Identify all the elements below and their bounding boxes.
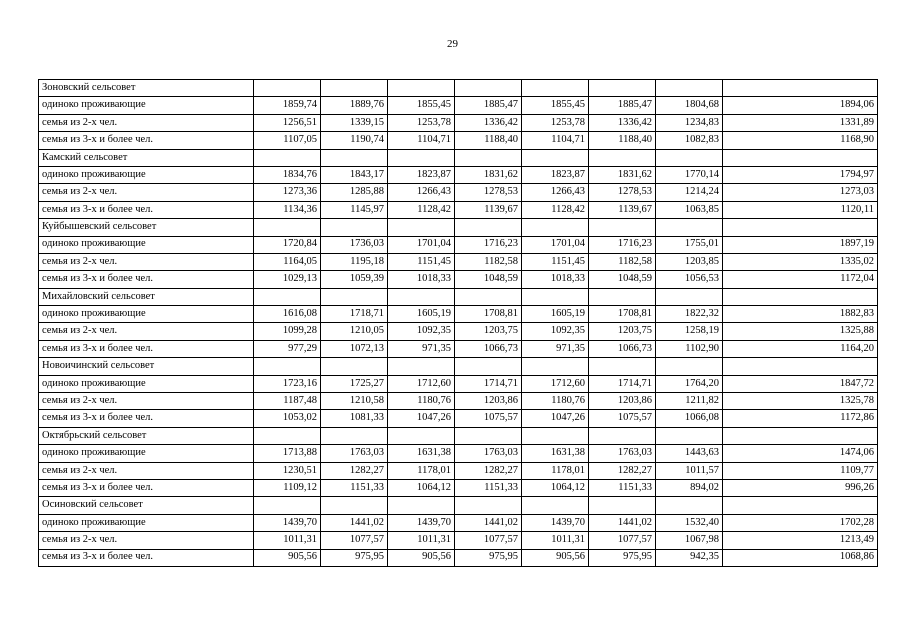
value-cell: 1075,57 [455, 410, 522, 427]
value-cell: 1253,78 [388, 114, 455, 131]
empty-cell [321, 497, 388, 514]
value-cell: 1253,78 [522, 114, 589, 131]
value-cell: 1064,12 [388, 479, 455, 496]
empty-cell [321, 427, 388, 444]
value-cell: 1047,26 [522, 410, 589, 427]
value-cell: 1134,36 [254, 201, 321, 218]
value-cell: 1755,01 [656, 236, 723, 253]
value-cell: 1339,15 [321, 114, 388, 131]
value-cell: 1048,59 [589, 271, 656, 288]
empty-cell [656, 427, 723, 444]
empty-cell [723, 497, 878, 514]
row-label: семья из 2-х чел. [39, 184, 254, 201]
value-cell: 1178,01 [388, 462, 455, 479]
value-cell: 1631,38 [388, 445, 455, 462]
value-cell: 1203,75 [455, 323, 522, 340]
value-cell: 1763,03 [589, 445, 656, 462]
row-label: семья из 3-х и более чел. [39, 410, 254, 427]
table-row [39, 375, 878, 392]
value-cell: 1151,45 [388, 253, 455, 270]
empty-cell [455, 219, 522, 236]
value-cell: 1831,62 [589, 166, 656, 183]
value-cell: 975,95 [321, 549, 388, 566]
empty-cell [656, 358, 723, 375]
value-cell: 1092,35 [388, 323, 455, 340]
row-label: семья из 2-х чел. [39, 114, 254, 131]
section-name: Михайловский сельсовет [39, 288, 254, 305]
value-cell: 1770,14 [656, 166, 723, 183]
value-cell: 1048,59 [455, 271, 522, 288]
empty-cell [455, 427, 522, 444]
value-cell: 1011,57 [656, 462, 723, 479]
table-row [39, 479, 878, 496]
empty-cell [254, 80, 321, 97]
value-cell: 1145,97 [321, 201, 388, 218]
table-row [39, 514, 878, 531]
value-cell: 1077,57 [321, 532, 388, 549]
value-cell: 1151,45 [522, 253, 589, 270]
value-cell: 905,56 [254, 549, 321, 566]
value-cell: 1847,72 [723, 375, 878, 392]
row-label: семья из 3-х и более чел. [39, 201, 254, 218]
value-cell: 1066,73 [455, 340, 522, 357]
empty-cell [522, 358, 589, 375]
empty-cell [254, 149, 321, 166]
table-row [39, 445, 878, 462]
value-cell: 1172,04 [723, 271, 878, 288]
value-cell: 1214,24 [656, 184, 723, 201]
value-cell: 1075,57 [589, 410, 656, 427]
table-row [39, 132, 878, 149]
row-label: семья из 3-х и более чел. [39, 132, 254, 149]
value-cell: 1714,71 [455, 375, 522, 392]
value-cell: 1203,85 [656, 253, 723, 270]
value-cell: 1859,74 [254, 97, 321, 114]
value-cell: 1532,40 [656, 514, 723, 531]
value-cell: 1203,75 [589, 323, 656, 340]
value-cell: 1011,31 [522, 532, 589, 549]
value-cell: 1029,13 [254, 271, 321, 288]
empty-cell [589, 427, 656, 444]
empty-cell [321, 149, 388, 166]
empty-cell [522, 80, 589, 97]
value-cell: 1109,77 [723, 462, 878, 479]
value-cell: 1834,76 [254, 166, 321, 183]
row-label: семья из 2-х чел. [39, 532, 254, 549]
value-cell: 1794,97 [723, 166, 878, 183]
value-cell: 1701,04 [522, 236, 589, 253]
value-cell: 1882,83 [723, 306, 878, 323]
row-label: одиноко проживающие [39, 166, 254, 183]
value-cell: 1210,05 [321, 323, 388, 340]
value-cell: 1139,67 [455, 201, 522, 218]
value-cell: 1190,74 [321, 132, 388, 149]
value-cell: 1128,42 [522, 201, 589, 218]
value-cell: 996,26 [723, 479, 878, 496]
value-cell: 1897,19 [723, 236, 878, 253]
value-cell: 1716,23 [455, 236, 522, 253]
value-cell: 1764,20 [656, 375, 723, 392]
value-cell: 1441,02 [321, 514, 388, 531]
value-cell: 1702,28 [723, 514, 878, 531]
value-cell: 1616,08 [254, 306, 321, 323]
value-cell: 1203,86 [589, 393, 656, 410]
empty-cell [455, 80, 522, 97]
row-label: семья из 2-х чел. [39, 462, 254, 479]
value-cell: 1831,62 [455, 166, 522, 183]
value-cell: 1336,42 [455, 114, 522, 131]
value-cell: 1889,76 [321, 97, 388, 114]
empty-cell [589, 80, 656, 97]
value-cell: 1188,40 [455, 132, 522, 149]
empty-cell [522, 288, 589, 305]
data-table [38, 79, 878, 567]
table-row [39, 462, 878, 479]
table-row [39, 271, 878, 288]
empty-cell [522, 427, 589, 444]
empty-cell [455, 149, 522, 166]
value-cell: 1714,71 [589, 375, 656, 392]
table-row [39, 166, 878, 183]
empty-cell [522, 219, 589, 236]
table-row [39, 549, 878, 566]
value-cell: 1855,45 [388, 97, 455, 114]
value-cell: 971,35 [388, 340, 455, 357]
value-cell: 1716,23 [589, 236, 656, 253]
empty-cell [321, 80, 388, 97]
value-cell: 1120,11 [723, 201, 878, 218]
empty-cell [321, 219, 388, 236]
value-cell: 1273,36 [254, 184, 321, 201]
empty-cell [321, 358, 388, 375]
empty-cell [388, 288, 455, 305]
empty-cell [723, 358, 878, 375]
value-cell: 1723,16 [254, 375, 321, 392]
value-cell: 1282,27 [321, 462, 388, 479]
value-cell: 1712,60 [388, 375, 455, 392]
value-cell: 1725,27 [321, 375, 388, 392]
value-cell: 1077,57 [589, 532, 656, 549]
empty-cell [388, 149, 455, 166]
value-cell: 1182,58 [589, 253, 656, 270]
value-cell: 1213,49 [723, 532, 878, 549]
section-header-row [39, 288, 878, 305]
value-cell: 1104,71 [388, 132, 455, 149]
value-cell: 1064,12 [522, 479, 589, 496]
value-cell: 1631,38 [522, 445, 589, 462]
value-cell: 1151,33 [321, 479, 388, 496]
row-label: семья из 3-х и более чел. [39, 271, 254, 288]
row-label: семья из 3-х и более чел. [39, 479, 254, 496]
row-label: семья из 2-х чел. [39, 393, 254, 410]
empty-cell [723, 427, 878, 444]
value-cell: 1822,32 [656, 306, 723, 323]
table-body [39, 80, 878, 567]
value-cell: 1701,04 [388, 236, 455, 253]
value-cell: 1441,02 [589, 514, 656, 531]
empty-cell [656, 219, 723, 236]
value-cell: 1109,12 [254, 479, 321, 496]
value-cell: 1182,58 [455, 253, 522, 270]
empty-cell [254, 497, 321, 514]
value-cell: 1474,06 [723, 445, 878, 462]
value-cell: 1763,03 [455, 445, 522, 462]
empty-cell [589, 358, 656, 375]
empty-cell [388, 80, 455, 97]
value-cell: 1056,53 [656, 271, 723, 288]
value-cell: 1066,73 [589, 340, 656, 357]
value-cell: 1187,48 [254, 393, 321, 410]
value-cell: 1605,19 [388, 306, 455, 323]
value-cell: 1188,40 [589, 132, 656, 149]
table-row [39, 410, 878, 427]
empty-cell [723, 80, 878, 97]
value-cell: 975,95 [455, 549, 522, 566]
value-cell: 1053,02 [254, 410, 321, 427]
value-cell: 942,35 [656, 549, 723, 566]
value-cell: 1104,71 [522, 132, 589, 149]
section-name: Октябрьский сельсовет [39, 427, 254, 444]
value-cell: 1178,01 [522, 462, 589, 479]
value-cell: 1092,35 [522, 323, 589, 340]
value-cell: 975,95 [589, 549, 656, 566]
section-name: Куйбышевский сельсовет [39, 219, 254, 236]
value-cell: 1763,03 [321, 445, 388, 462]
empty-cell [455, 288, 522, 305]
empty-cell [522, 149, 589, 166]
table-row [39, 184, 878, 201]
value-cell: 1180,76 [522, 393, 589, 410]
empty-cell [254, 358, 321, 375]
row-label: одиноко проживающие [39, 375, 254, 392]
empty-cell [522, 497, 589, 514]
empty-cell [388, 219, 455, 236]
value-cell: 1843,17 [321, 166, 388, 183]
empty-cell [723, 149, 878, 166]
value-cell: 1068,86 [723, 549, 878, 566]
row-label: семья из 2-х чел. [39, 253, 254, 270]
empty-cell [723, 288, 878, 305]
value-cell: 1164,20 [723, 340, 878, 357]
value-cell: 1273,03 [723, 184, 878, 201]
page-number: 29 [447, 38, 458, 50]
value-cell: 1211,82 [656, 393, 723, 410]
value-cell: 1441,02 [455, 514, 522, 531]
value-cell: 1164,05 [254, 253, 321, 270]
empty-cell [388, 358, 455, 375]
row-label: одиноко проживающие [39, 306, 254, 323]
table-row [39, 393, 878, 410]
empty-cell [388, 427, 455, 444]
value-cell: 1172,86 [723, 410, 878, 427]
value-cell: 1823,87 [522, 166, 589, 183]
table-row [39, 306, 878, 323]
value-cell: 894,02 [656, 479, 723, 496]
value-cell: 1256,51 [254, 114, 321, 131]
value-cell: 1081,33 [321, 410, 388, 427]
table-row [39, 201, 878, 218]
empty-cell [656, 80, 723, 97]
value-cell: 1855,45 [522, 97, 589, 114]
empty-cell [656, 497, 723, 514]
value-cell: 1713,88 [254, 445, 321, 462]
value-cell: 1072,13 [321, 340, 388, 357]
value-cell: 1151,33 [455, 479, 522, 496]
empty-cell [589, 288, 656, 305]
row-label: семья из 2-х чел. [39, 323, 254, 340]
value-cell: 1266,43 [522, 184, 589, 201]
value-cell: 1059,39 [321, 271, 388, 288]
empty-cell [455, 497, 522, 514]
value-cell: 1325,88 [723, 323, 878, 340]
value-cell: 977,29 [254, 340, 321, 357]
value-cell: 1439,70 [522, 514, 589, 531]
value-cell: 1285,88 [321, 184, 388, 201]
value-cell: 1708,81 [455, 306, 522, 323]
row-label: одиноко проживающие [39, 445, 254, 462]
value-cell: 1331,89 [723, 114, 878, 131]
value-cell: 1066,08 [656, 410, 723, 427]
value-cell: 1823,87 [388, 166, 455, 183]
value-cell: 1266,43 [388, 184, 455, 201]
row-label: семья из 3-х и более чел. [39, 549, 254, 566]
section-name: Новоичинский сельсовет [39, 358, 254, 375]
value-cell: 1439,70 [388, 514, 455, 531]
value-cell: 1180,76 [388, 393, 455, 410]
table-row [39, 323, 878, 340]
value-cell: 1063,85 [656, 201, 723, 218]
value-cell: 1011,31 [388, 532, 455, 549]
value-cell: 1018,33 [522, 271, 589, 288]
value-cell: 1335,02 [723, 253, 878, 270]
table-row [39, 114, 878, 131]
value-cell: 1234,83 [656, 114, 723, 131]
section-header-row [39, 497, 878, 514]
table-row [39, 97, 878, 114]
value-cell: 1282,27 [589, 462, 656, 479]
value-cell: 1439,70 [254, 514, 321, 531]
row-label: одиноко проживающие [39, 514, 254, 531]
value-cell: 1336,42 [589, 114, 656, 131]
value-cell: 971,35 [522, 340, 589, 357]
value-cell: 1230,51 [254, 462, 321, 479]
value-cell: 1168,90 [723, 132, 878, 149]
value-cell: 1139,67 [589, 201, 656, 218]
value-cell: 1151,33 [589, 479, 656, 496]
empty-cell [656, 288, 723, 305]
empty-cell [455, 358, 522, 375]
section-header-row [39, 358, 878, 375]
row-label: семья из 3-х и более чел. [39, 340, 254, 357]
empty-cell [589, 497, 656, 514]
empty-cell [589, 149, 656, 166]
value-cell: 905,56 [522, 549, 589, 566]
value-cell: 1804,68 [656, 97, 723, 114]
table-row [39, 236, 878, 253]
section-header-row [39, 219, 878, 236]
value-cell: 1099,28 [254, 323, 321, 340]
value-cell: 1018,33 [388, 271, 455, 288]
empty-cell [254, 288, 321, 305]
value-cell: 1282,27 [455, 462, 522, 479]
table-row [39, 532, 878, 549]
row-label: одиноко проживающие [39, 97, 254, 114]
value-cell: 1128,42 [388, 201, 455, 218]
row-label: одиноко проживающие [39, 236, 254, 253]
empty-cell [321, 288, 388, 305]
section-name: Камский сельсовет [39, 149, 254, 166]
value-cell: 1047,26 [388, 410, 455, 427]
table-row [39, 253, 878, 270]
value-cell: 1278,53 [589, 184, 656, 201]
table-row [39, 340, 878, 357]
value-cell: 1443,63 [656, 445, 723, 462]
value-cell: 1718,71 [321, 306, 388, 323]
empty-cell [723, 219, 878, 236]
section-header-row [39, 427, 878, 444]
value-cell: 1894,06 [723, 97, 878, 114]
value-cell: 1067,98 [656, 532, 723, 549]
value-cell: 1278,53 [455, 184, 522, 201]
value-cell: 1885,47 [589, 97, 656, 114]
value-cell: 1325,78 [723, 393, 878, 410]
empty-cell [656, 149, 723, 166]
value-cell: 1102,90 [656, 340, 723, 357]
section-header-row [39, 149, 878, 166]
section-name: Зоновский сельсовет [39, 80, 254, 97]
value-cell: 1258,19 [656, 323, 723, 340]
value-cell: 1195,18 [321, 253, 388, 270]
empty-cell [254, 427, 321, 444]
value-cell: 1736,03 [321, 236, 388, 253]
empty-cell [589, 219, 656, 236]
value-cell: 1720,84 [254, 236, 321, 253]
empty-cell [388, 497, 455, 514]
value-cell: 1082,83 [656, 132, 723, 149]
value-cell: 1107,05 [254, 132, 321, 149]
value-cell: 1210,58 [321, 393, 388, 410]
value-cell: 1712,60 [522, 375, 589, 392]
empty-cell [254, 219, 321, 236]
value-cell: 1203,86 [455, 393, 522, 410]
value-cell: 1885,47 [455, 97, 522, 114]
section-name: Осиновский сельсовет [39, 497, 254, 514]
section-header-row [39, 80, 878, 97]
value-cell: 1708,81 [589, 306, 656, 323]
value-cell: 905,56 [388, 549, 455, 566]
value-cell: 1605,19 [522, 306, 589, 323]
value-cell: 1077,57 [455, 532, 522, 549]
value-cell: 1011,31 [254, 532, 321, 549]
